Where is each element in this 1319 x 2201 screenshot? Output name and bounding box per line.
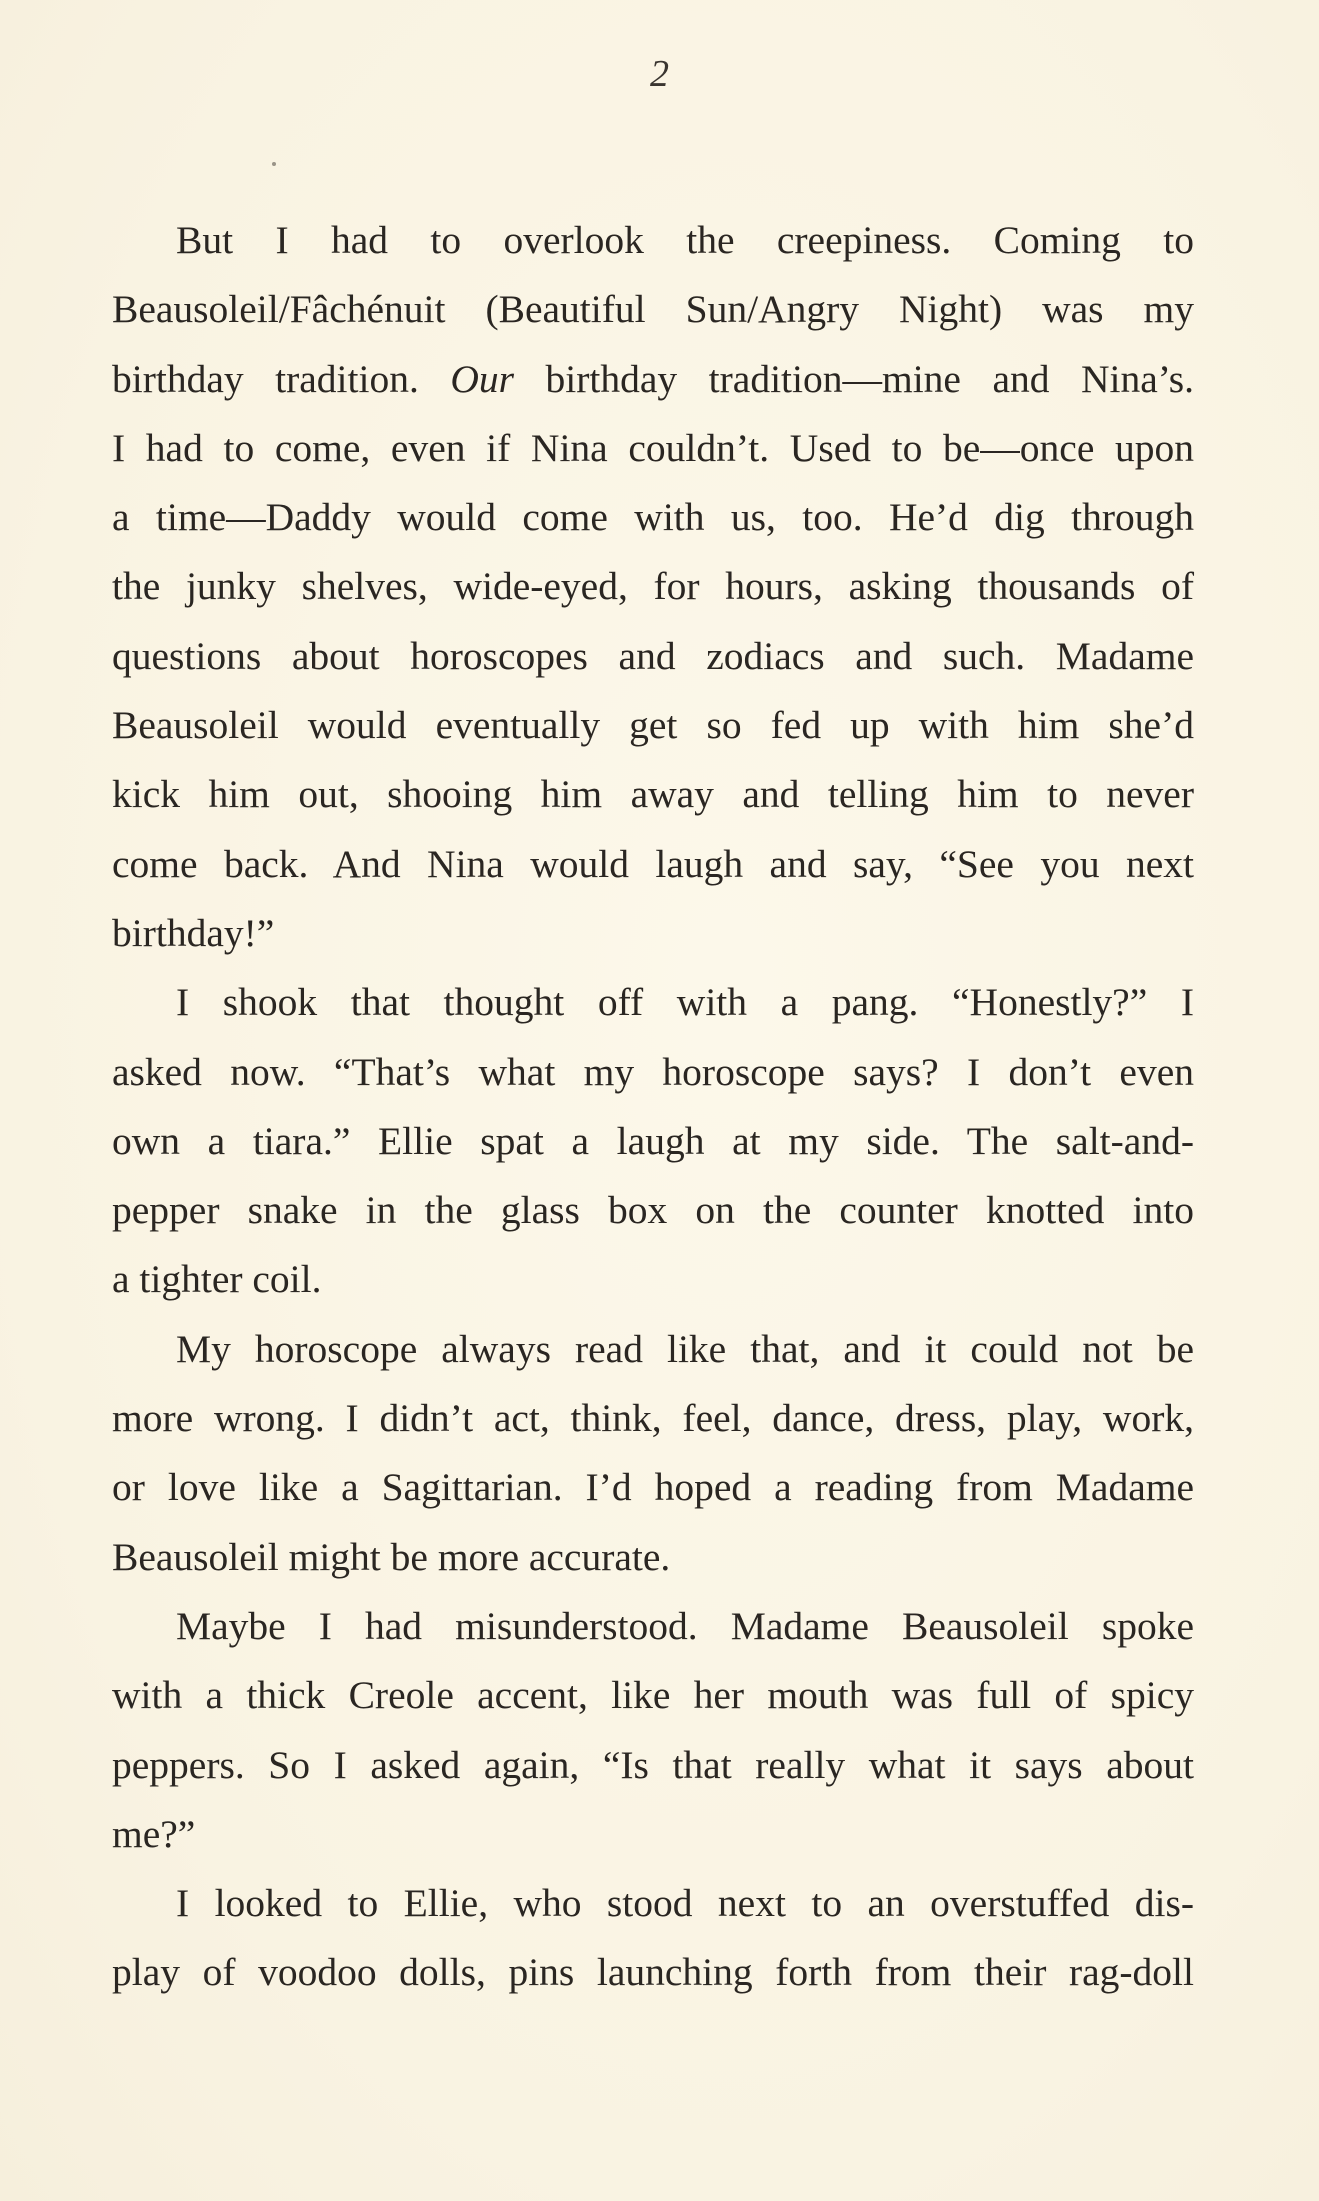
text-line: kick him out, shooing him away and telling him to never xyxy=(112,772,1194,817)
paragraph xyxy=(112,1869,1194,2008)
text-line: a time—Daddy would come with us, too. He’d dig through xyxy=(112,495,1194,540)
paragraph xyxy=(112,206,1194,968)
text-line: Beausoleil might be more accurate. xyxy=(112,1534,671,1579)
text-line: own a tiara.” Ellie spat a laugh at my side. The salt-and- xyxy=(112,1118,1194,1163)
text-line: birthday!” xyxy=(112,910,275,955)
text-fragment: birthday tradition—mine and Nina’s. xyxy=(514,356,1195,401)
body-text xyxy=(112,206,1194,2008)
text-line: I looked to Ellie, who stood next to an overstuffed dis- xyxy=(176,1881,1194,1926)
text-line: play of voodoo dolls, pins launching forth from their rag-doll xyxy=(112,1950,1194,1995)
text-line: pepper snake in the glass box on the counter knotted into xyxy=(112,1188,1194,1233)
text-line: a tighter coil. xyxy=(112,1257,322,1302)
text-line: I shook that thought off with a pang. “Honestly?” I xyxy=(176,980,1194,1025)
text-line: Beausoleil would eventually get so fed up with him she’d xyxy=(112,703,1194,748)
text-line: more wrong. I didn’t act, think, feel, dance, dress, play, work, xyxy=(112,1396,1194,1441)
text-line: I had to come, even if Nina couldn’t. Used to be—once upon xyxy=(112,425,1194,470)
text-line: asked now. “That’s what my horoscope says? I don’t even xyxy=(112,1049,1194,1094)
text-line: peppers. So I asked again, “Is that really what it says about xyxy=(112,1742,1194,1787)
text-line: Maybe I had misunderstood. Madame Beausoleil spoke xyxy=(176,1603,1194,1648)
scan-speck xyxy=(272,162,276,166)
text-line: me?” xyxy=(112,1811,196,1856)
text-fragment: birthday tradition. xyxy=(112,356,451,401)
paragraph xyxy=(112,1315,1194,1592)
text-line: the junky shelves, wide-eyed, for hours, asking thousands of xyxy=(112,564,1194,609)
text-line: with a thick Creole accent, like her mouth was full of spicy xyxy=(112,1673,1194,1718)
text-line xyxy=(48,345,1194,414)
paragraph xyxy=(112,968,1194,1314)
paragraph xyxy=(112,1592,1194,1869)
text-line: questions about horoscopes and zodiacs and such. Madame xyxy=(112,633,1194,678)
emphasis-our: Our xyxy=(450,356,515,401)
text-line: My horoscope always read like that, and it could not be xyxy=(176,1326,1194,1371)
page-number: 2 xyxy=(650,53,669,95)
text-line: But I had to overlook the creepiness. Coming to xyxy=(176,218,1194,262)
text-line: come back. And Nina would laugh and say, “See you next xyxy=(112,841,1194,886)
text-line: Beausoleil/Fâchénuit (Beautiful Sun/Angry Night) was my xyxy=(112,287,1194,332)
text-line: or love like a Sagittarian. I’d hoped a reading from Madame xyxy=(112,1465,1194,1510)
